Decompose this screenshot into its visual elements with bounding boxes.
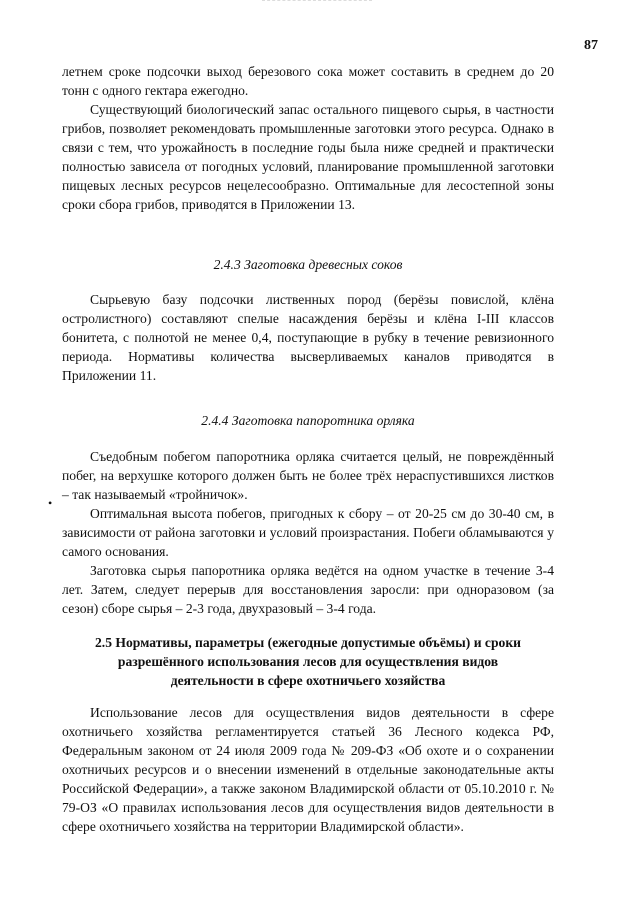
section-2-5-title <box>62 633 554 690</box>
section-2-4-4-body <box>62 447 554 618</box>
paragraph-mushrooms: Существующий биологический запас остального пищевого сырья, в частности грибов, позволяет рекомендовать промышленные заготовки этого ресурса. Однако в связи с тем, что урожайность в последние годы была ниже средней и практически полностью зависела от погодных условий, планирование промышленной заготовки пищевых лесных ресурсов нецелесообразно. Оптимальные для лесостепной зоны сроки сбора грибов, приводятся в Приложении 13. <box>62 102 554 212</box>
paragraph-sap-base: Сырьевую базу подсочки лиственных пород (берёзы повислой, клёна остролистного) составляют спелые насаждения берёзы и клёна I-III классов бонитета, с полнотой не менее 0,4, поступающие в рубку в течение ревизионного периода. Нормативы количества высверливаемых каналов приводятся в Приложении 11. <box>62 292 554 383</box>
paragraph-birch-sap-yield: летнем сроке подсочки выход березового сока может составить в среднем до 20 тонн с одного гектара ежегодно. <box>62 64 554 98</box>
paragraph-fern-harvest: Заготовка сырья папоротника орляка ведётся на одном участке в течение 3-4 лет. Затем, следует перерыв для восстановления заросли: при одноразовом (за сезон) сборе сырья – 2-3 года, двухразовый – 3-4 года. <box>62 563 554 616</box>
stray-mark: • <box>48 496 53 510</box>
section-2-5-title-line-1: 2.5 Нормативы, параметры (ежегодные допустимые объёмы) и сроки <box>95 635 521 650</box>
paragraph-fern-shoot: Съедобным побегом папоротника орляка считается целый, не повреждённый побег, на верхушке которого должен быть не более трёх нераспустившихся листков – так называемый «тройничок». <box>62 449 554 502</box>
section-2-4-4-title: 2.4.4 Заготовка папоротника орляка <box>201 413 415 428</box>
section-2-5-title-line-2: разрешённого использования лесов для осуществления видов <box>117 654 499 669</box>
page-number: 87 <box>584 38 598 53</box>
section-2-4-3-title: 2.4.3 Заготовка древесных соков <box>213 257 403 272</box>
intro-text-block <box>62 62 554 214</box>
paragraph-fern-height: Оптимальная высота побегов, пригодных к сбору – от 20-25 см до 30-40 см, в зависимости от района заготовки и условий произрастания. Побеги обламываются у самого основания. <box>62 506 554 559</box>
paragraph-hunting-law: Использование лесов для осуществления видов деятельности в сфере охотничьего хозяйства регламентируется статьей 36 Лесного кодекса РФ, Федеральным законом от 24 июля 2009 года № 209-ФЗ «Об охоте и о сохранении охотничьих ресурсов и о внесении изменений в отдельные законодательные акты Российской Федерации», а также законом Владимирской области от 05.10.2010 г. № 79-ОЗ «О правилах использования лесов для осуществления видов деятельности в сфере охотничьего хозяйства на территории Владимирской области». <box>62 705 554 834</box>
section-2-5-body <box>62 703 554 836</box>
section-2-4-3-body <box>62 290 554 385</box>
section-2-5-title-line-3: деятельности в сфере охотничьего хозяйства <box>170 673 446 688</box>
scan-artifact <box>262 0 372 15</box>
